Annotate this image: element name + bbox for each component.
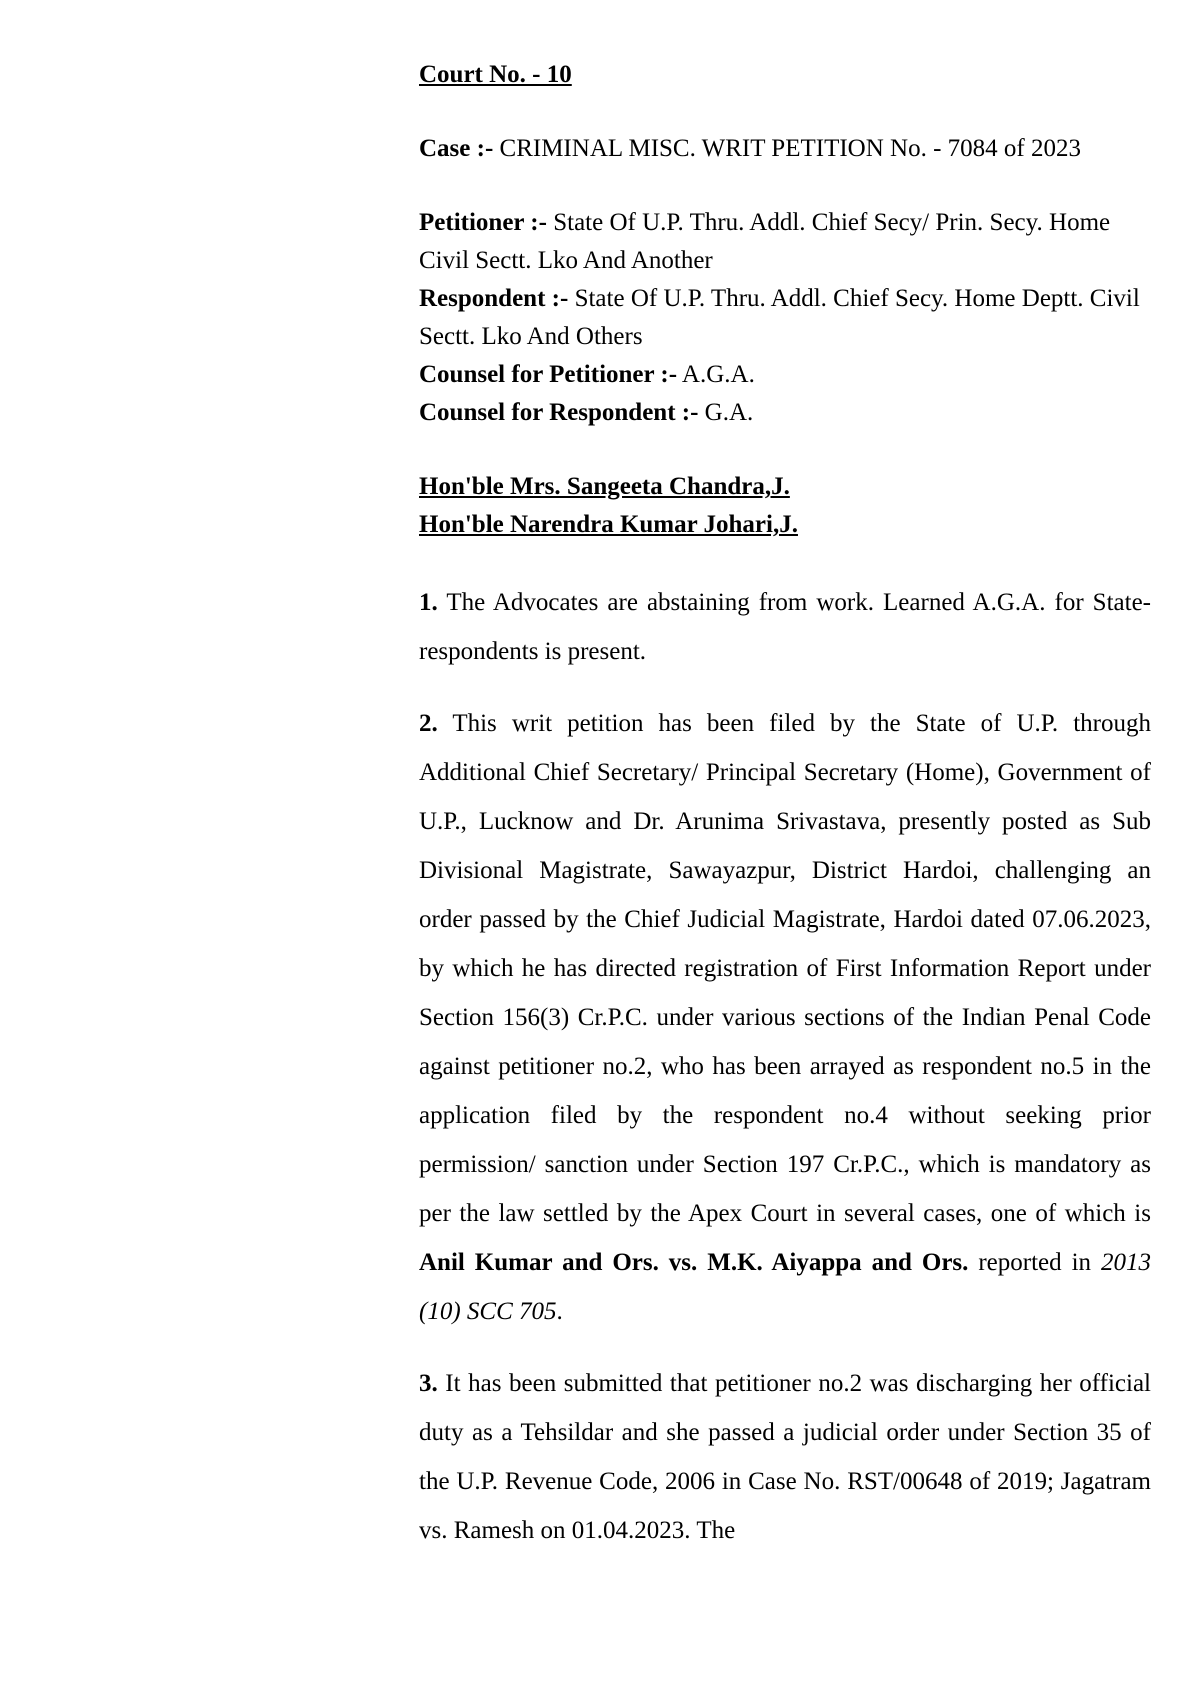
paragraph-text: It has been submitted that petitioner no.2 was discharging her official duty as a Tehsildar and she passed a judicial order under Section 35 of the U.P. Revenue Code, 2006 in Case No. RST/00648 of 2019; Jagatram vs. Ramesh on 01.04.2023. The (419, 1370, 1151, 1544)
paragraph-number: 3. (419, 1370, 438, 1397)
paragraph-text: This writ petition has been filed by the State of U.P. through Additional Chief Secretary/ Principal Secretary (Home), Government of U.P., Lucknow and Dr. Arunima Srivastava, presently posted as Sub Divisional Magistrate, Sawayazpur, District Hardoi, challenging an order passed by the Chief Judicial Magistrate, Hardoi dated 07.06.2023, by which he has directed registration of First Information Report under Section 156(3) Cr.P.C. under various sections of the Indian Penal Code against petitioner no.2, who has been arrayed as respondent no.5 in the application filed by the respondent no.4 without seeking prior permission/ sanction under Section 197 Cr.P.C., which is mandatory as per the law settled by the Apex Court in several cases, one of which is (419, 710, 1151, 1227)
counsel-petitioner-value: A.G.A. (677, 361, 755, 388)
respondent-value: State Of U.P. Thru. Addl. Chief Secy. Home Deptt. Civil Sectt. Lko And Others (419, 285, 1140, 350)
case-value: CRIMINAL MISC. WRIT PETITION No. - 7084 of 2023 (493, 135, 1081, 162)
parties-block (419, 204, 1151, 432)
counsel-respondent-label: Counsel for Respondent :- (419, 399, 699, 426)
law-report-citation: 2013 (10) SCC 705 (419, 1249, 1151, 1325)
paragraph-number: 1. (419, 589, 438, 616)
order-text-column (419, 56, 1151, 1555)
respondent-line (419, 280, 1151, 356)
petitioner-label: Petitioner :- (419, 209, 547, 236)
paragraph-2 (419, 699, 1151, 1336)
counsel-respondent-line (419, 394, 1151, 432)
petitioner-line (419, 204, 1151, 280)
cited-case-name: Anil Kumar and Ors. vs. M.K. Aiyappa and Ors. (419, 1249, 969, 1276)
bench-block (419, 468, 1151, 544)
counsel-petitioner-line (419, 356, 1151, 394)
petitioner-value: State Of U.P. Thru. Addl. Chief Secy/ Prin. Secy. Home Civil Sectt. Lko And Another (419, 209, 1111, 274)
counsel-respondent-value: G.A. (698, 399, 754, 426)
judge-name: Hon'ble Narendra Kumar Johari,J. (419, 511, 798, 538)
judge-name: Hon'ble Mrs. Sangeeta Chandra,J. (419, 473, 790, 500)
respondent-label: Respondent :- (419, 285, 569, 312)
paragraph-3 (419, 1359, 1151, 1555)
paragraph-1 (419, 578, 1151, 676)
paragraph-text: The Advocates are abstaining from work. Learned A.G.A. for State-respondents is present. (419, 589, 1151, 665)
case-title (419, 130, 1151, 168)
case-label: Case :- (419, 135, 494, 162)
counsel-petitioner-label: Counsel for Petitioner :- (419, 361, 678, 388)
paragraph-text: . (556, 1298, 563, 1325)
paragraph-number: 2. (419, 710, 438, 737)
paragraph-text: reported in (968, 1249, 1101, 1276)
court-number-heading: Court No. - 10 (419, 61, 572, 88)
